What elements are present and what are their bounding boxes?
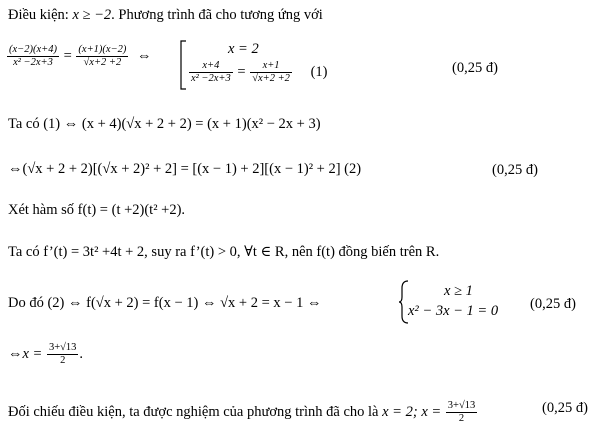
expanded-equation: Ta có (1) ⇔ (x + 4)(√x + 2 + 2) = (x + 1)(x² − 2x + 3) [8, 116, 321, 132]
solution-one: x = 2; [382, 403, 418, 420]
condition-label: Điều kiện: [8, 7, 73, 23]
equation-tag-1: (1) [310, 63, 328, 80]
score-line-7: (0,25 đ) [530, 296, 576, 312]
final-answer-text: Đối chiếu điều kiện, ta được nghiệm của phương trình đã cho là [8, 403, 379, 420]
solution-two-variable: x = [421, 403, 442, 420]
score-line-4: (0,25 đ) [492, 162, 538, 178]
transformed-equation [6, 44, 156, 69]
score-line-2: (0,25 đ) [452, 60, 498, 76]
root-fraction [47, 342, 78, 367]
case-two-left-denominator: x² −2x+3 [191, 73, 231, 85]
fraction-left [7, 44, 59, 69]
derivative-statement: Ta có f’(t) = 3t² +4t + 2, suy ra f’(t) > 0, ∀t ∈ R, nên f(t) đồng biến trên R. [8, 244, 440, 260]
case-two [188, 60, 327, 85]
condition-line [8, 8, 323, 23]
fraction-right-denominator: √x+2 +2 [83, 57, 122, 69]
equals-sign: = [63, 47, 72, 64]
left-bracket-icon [178, 40, 188, 90]
root-denominator: 2 [60, 355, 66, 367]
fraction-right [76, 44, 128, 69]
fraction-left-denominator: x² −2x+3 [13, 57, 53, 69]
root-arrow: ⇔ [8, 345, 23, 362]
solution-two-denominator: 2 [458, 413, 465, 425]
system-condition: x ≥ 1 [444, 283, 473, 299]
rewritten-equation: ⇔(√x + 2 + 2)[(√x + 2)² + 2] = [(x − 1) + 2][(x − 1)² + 2] (2) [8, 161, 362, 177]
case-two-right-numerator: x+1 [250, 60, 292, 73]
condition-inequality: x ≥ −2 [72, 7, 112, 23]
monotonic-conclusion: Do đó (2) ⇔ f(√x + 2) = f(x − 1) ⇔ √x + 2 = x − 1 ⇔ [8, 295, 322, 311]
system-quadratic: x² − 3x − 1 = 0 [408, 303, 499, 319]
equivalence-arrow: ⇔ [137, 47, 152, 64]
case-two-right-denominator: √x+2 +2 [252, 73, 290, 85]
case-two-equals: = [237, 63, 246, 80]
case-one: x = 2 [228, 41, 259, 57]
fraction-left-numerator: (x−2)(x+4) [7, 44, 59, 57]
solution-two-fraction [446, 400, 477, 425]
condition-suffix: . Phương trình đã cho tương ứng với [111, 7, 323, 23]
case-two-left-numerator: x+4 [189, 60, 233, 73]
root-numerator: 3+√13 [47, 342, 78, 355]
function-definition: Xét hàm số f(t) = (t +2)(t² +2). [8, 202, 186, 218]
final-answer [8, 400, 478, 425]
case-two-right-fraction [250, 60, 292, 85]
root-period: . [79, 345, 84, 362]
fraction-right-numerator: (x+1)(x−2) [76, 44, 128, 57]
root-variable: x = [22, 345, 43, 362]
root-line [8, 342, 83, 367]
case-two-left-fraction [189, 60, 233, 85]
solution-two-numerator: 3+√13 [446, 400, 477, 413]
score-line-9: (0,25 đ) [542, 400, 588, 416]
